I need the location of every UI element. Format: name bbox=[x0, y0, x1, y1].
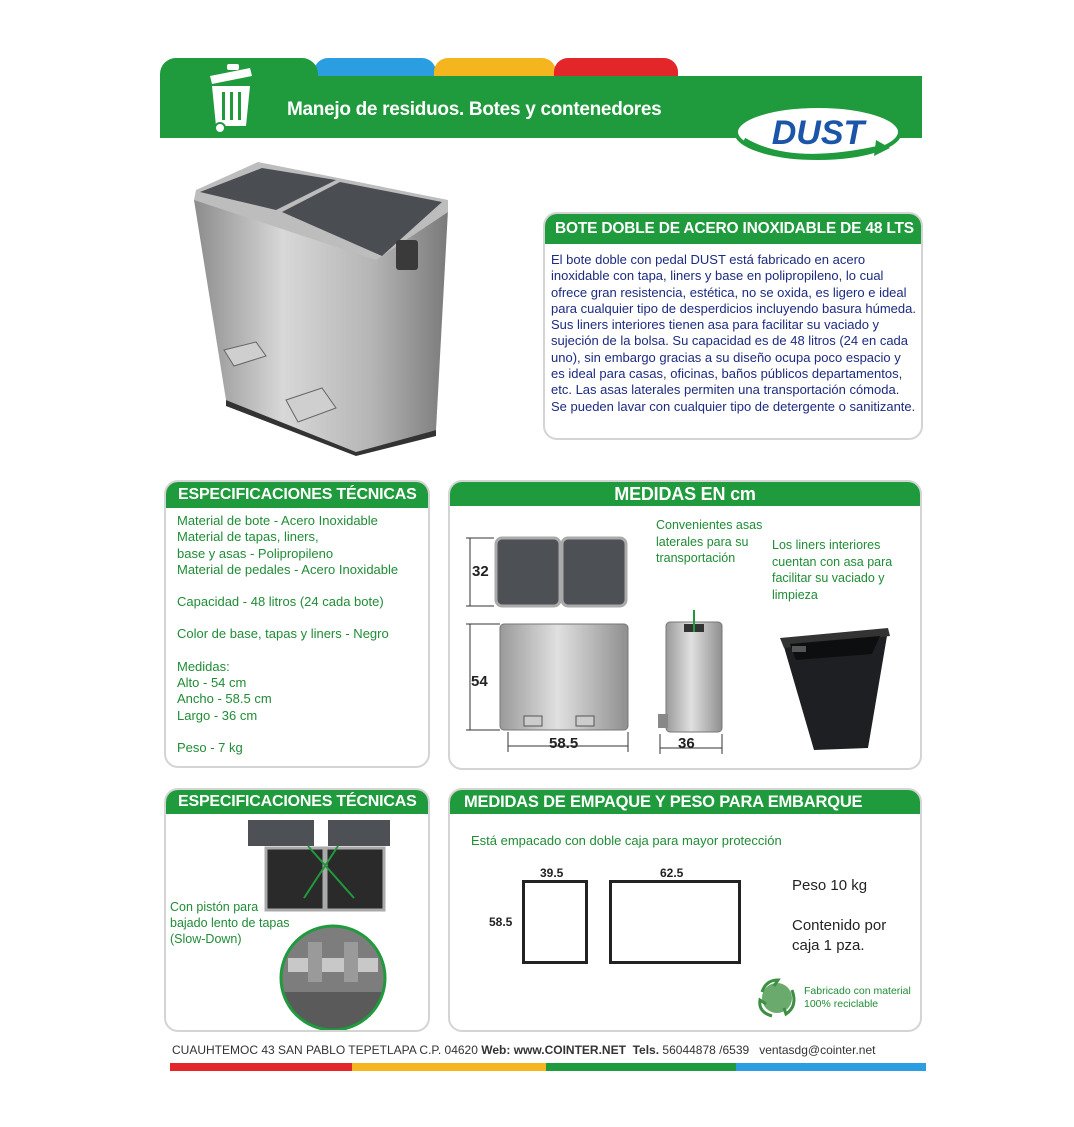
top-view-drawing bbox=[464, 534, 632, 614]
package-content-line2: caja 1 pza. bbox=[792, 937, 865, 954]
measures-title: MEDIDAS EN cm bbox=[450, 482, 920, 506]
header-title: Manejo de residuos. Botes y contenedores bbox=[287, 99, 662, 120]
front-view-drawing bbox=[464, 620, 636, 752]
spec-gap bbox=[177, 724, 427, 740]
spec-line: Peso - 7 kg bbox=[177, 739, 243, 755]
spec-line: Color de base, tapas y liners - Negro bbox=[177, 626, 389, 642]
recycle-note bbox=[804, 985, 911, 1011]
footer-tels-label: Tels. bbox=[632, 1043, 660, 1057]
dust-logo bbox=[730, 96, 910, 168]
piston-closeup-photo bbox=[278, 922, 388, 1030]
packaging-intro: Está empacado con doble caja para mayor protección bbox=[471, 833, 782, 848]
recycle-icon bbox=[754, 976, 800, 1020]
recycle-line1: Fabricado con material bbox=[804, 985, 911, 997]
footer-tels: 56044878 /6539 bbox=[662, 1043, 750, 1057]
spec-line: base y asas - Polipropileno bbox=[177, 545, 334, 561]
spec-line: Ancho - 58.5 cm bbox=[177, 691, 272, 707]
spec-line: Medidas: bbox=[177, 658, 230, 674]
footer-address: CUAUHTEMOC 43 SAN PABLO TEPETLAPA C.P. 04620 bbox=[172, 1043, 478, 1057]
trash-bin-icon bbox=[200, 62, 262, 134]
liner-photo bbox=[776, 620, 894, 752]
logo-text: DUST bbox=[771, 114, 865, 152]
box-height-label: 58.5 bbox=[489, 915, 513, 929]
specs-title: ESPECIFICACIONES TÉCNICAS bbox=[166, 482, 428, 508]
spec-line: Material de pedales - Acero Inoxidable bbox=[177, 561, 399, 577]
handles-note: Convenientes asas laterales para su transportación bbox=[656, 518, 763, 565]
footer-bar-blue bbox=[736, 1063, 926, 1071]
footer-contact bbox=[172, 1043, 875, 1057]
footer-bar-yellow bbox=[352, 1063, 546, 1071]
packaging-title: MEDIDAS DE EMPAQUE Y PESO PARA EMBARQUE bbox=[450, 790, 920, 814]
box-depth-label: 39.5 bbox=[540, 866, 564, 880]
spec-gap bbox=[177, 610, 427, 626]
specs2-title: ESPECIFICACIONES TÉCNICAS bbox=[166, 790, 428, 814]
box-front-drawing bbox=[609, 880, 741, 964]
spec-line: Capacidad - 48 litros (24 cada bote) bbox=[177, 594, 384, 610]
footer-web-label: Web: bbox=[481, 1043, 511, 1057]
width-label: 58.5 bbox=[549, 735, 579, 752]
recycle-line2: 100% reciclable bbox=[804, 998, 879, 1010]
footer-bar-green bbox=[546, 1063, 736, 1071]
specs-list bbox=[177, 513, 427, 756]
package-weight: Peso 10 kg bbox=[792, 877, 868, 894]
footer-email[interactable]: ventasdg@cointer.net bbox=[759, 1043, 876, 1057]
box-width-label: 62.5 bbox=[660, 866, 684, 880]
spec-line: Largo - 36 cm bbox=[177, 707, 258, 723]
liners-note: Los liners interiores cuentan con asa para facilitar su vaciado y limpieza bbox=[772, 538, 893, 602]
top-depth-label: 32 bbox=[472, 563, 489, 580]
product-title: BOTE DOBLE DE ACERO INOXIDABLE DE 48 LTS bbox=[545, 214, 921, 244]
footer-bar-red bbox=[170, 1063, 352, 1071]
spec-line: Material de tapas, liners, bbox=[177, 529, 319, 545]
spec-gap bbox=[177, 643, 427, 659]
height-label: 54 bbox=[471, 673, 488, 690]
package-content bbox=[792, 916, 886, 956]
piston-note: Con pistón para bajado lento de tapas (Slow-Down) bbox=[170, 900, 290, 946]
footer-web[interactable]: www.COINTER.NET bbox=[513, 1043, 626, 1057]
spec-gap bbox=[177, 578, 427, 594]
product-description: El bote doble con pedal DUST está fabricado en acero inoxidable con tapa, liners y base en polipropileno, lo cual ofrece gran resistencia, estética, no se oxida, es ligero e ideal para cualquier tipo de desperdicios incluyendo basura húmeda. Sus liners interiores tienen asa para facilitar su vaciado y sujeción de la bolsa. Su capacidad es de 48 litros (24 en cada uno), sin embargo gracias a su diseño ocupa poco espacio y es ideal para casas, oficinas, baños públicos departamentos, etc. Las asas laterales permiten una transportación cómoda. Se pueden lavar con cualquier tipo de detergente o sanitizante. bbox=[551, 252, 916, 414]
spec-line: Material de bote - Acero Inoxidable bbox=[177, 513, 378, 528]
product-photo bbox=[186, 160, 456, 456]
package-content-line1: Contenido por bbox=[792, 917, 887, 934]
side-depth-label: 36 bbox=[678, 735, 695, 752]
spec-line: Alto - 54 cm bbox=[177, 675, 247, 691]
box-side-drawing bbox=[522, 880, 588, 964]
footer-color-bar bbox=[170, 1063, 926, 1071]
